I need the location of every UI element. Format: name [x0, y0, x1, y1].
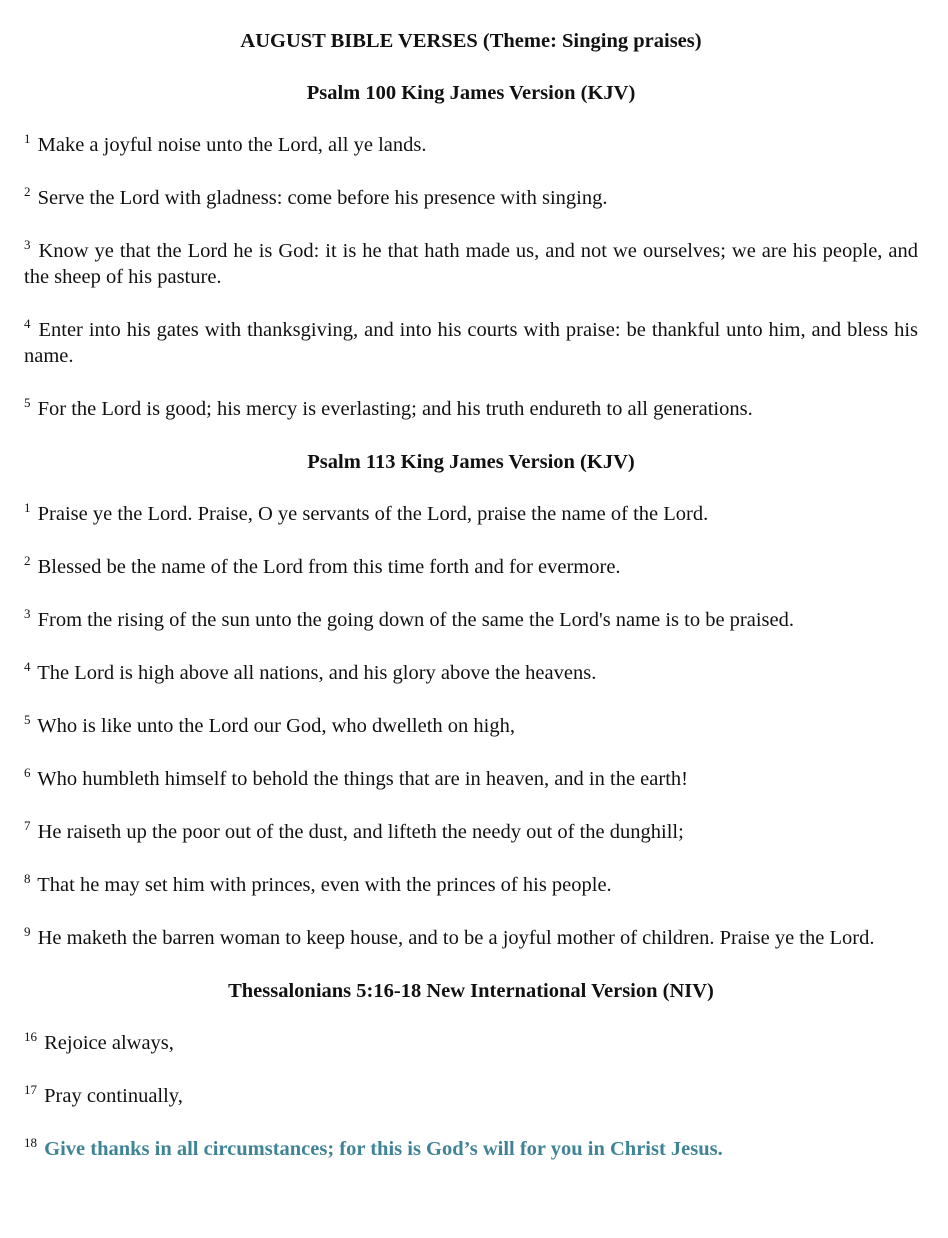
verse-number: 9: [24, 924, 31, 939]
verse-number: 1: [24, 131, 31, 146]
verse-text: Praise ye the Lord. Praise, O ye servants of the Lord, praise the name of the Lord.: [37, 503, 709, 525]
verse-number: 16: [24, 1029, 37, 1044]
verse: [24, 1136, 918, 1162]
verse-text: Blessed be the name of the Lord from this time forth and for evermore.: [37, 556, 621, 578]
verse: [24, 607, 918, 633]
verse: [24, 766, 918, 792]
verse-number: 4: [24, 659, 31, 674]
verse: [24, 713, 918, 739]
verse-text: Enter into his gates with thanksgiving, and into his courts with praise: be thankful unto him, and bless his name.: [24, 319, 918, 367]
verse-text: Who humbleth himself to behold the things that are in heaven, and in the earth!: [37, 768, 688, 790]
verse: [24, 660, 918, 686]
verse-number: 17: [24, 1082, 37, 1097]
verse-number: 7: [24, 818, 31, 833]
verse: [24, 185, 918, 211]
verse-number: 4: [24, 316, 31, 331]
verse-text: Make a joyful noise unto the Lord, all ye lands.: [37, 134, 427, 156]
verse-number: 6: [24, 765, 31, 780]
verse-number: 2: [24, 553, 31, 568]
section-heading: Psalm 100 King James Version (KJV): [306, 82, 636, 104]
verse: [24, 132, 918, 158]
verse-number: 18: [24, 1135, 37, 1150]
verse-text: That he may set him with princes, even with the princes of his people.: [37, 874, 612, 896]
verse: [24, 819, 918, 845]
verse-text: Who is like unto the Lord our God, who dwelleth on high,: [37, 715, 515, 737]
verse: [24, 872, 918, 898]
verse-text: Give thanks in all circumstances; for this is God’s will for you in Christ Jesus.: [44, 1138, 723, 1160]
verse-text: Serve the Lord with gladness: come before his presence with singing.: [37, 187, 608, 209]
verse-number: 3: [24, 237, 31, 252]
section-heading: Psalm 113 King James Version (KJV): [307, 451, 635, 473]
verse-number: 3: [24, 606, 31, 621]
verse-text: He raiseth up the poor out of the dust, and lifteth the needy out of the dunghill;: [37, 821, 684, 843]
verse-text: From the rising of the sun unto the going down of the same the Lord's name is to be praised.: [37, 609, 794, 631]
verse-text: Pray continually,: [44, 1085, 183, 1107]
verse-number: 5: [24, 395, 31, 410]
document-page: [24, 28, 918, 1189]
verse-number: 8: [24, 871, 31, 886]
verse: [24, 1083, 918, 1109]
verse: [24, 925, 918, 951]
verse-text: Know ye that the Lord he is God: it is he that hath made us, and not we ourselves; we are his people, and the sheep of his pasture.: [24, 240, 918, 288]
verse: [24, 238, 918, 290]
verse-text: He maketh the barren woman to keep house, and to be a joyful mother of children. Praise ye the Lord.: [37, 927, 875, 949]
document-title: AUGUST BIBLE VERSES (Theme: Singing praises): [240, 30, 702, 52]
verse: [24, 1030, 918, 1056]
verse: [24, 317, 918, 369]
section-heading: Thessalonians 5:16-18 New International Version (NIV): [228, 980, 714, 1002]
verse-text: For the Lord is good; his mercy is everlasting; and his truth endureth to all generations.: [37, 398, 753, 420]
verse-number: 2: [24, 184, 31, 199]
verse-text: The Lord is high above all nations, and his glory above the heavens.: [37, 662, 597, 684]
verse-number: 1: [24, 500, 31, 515]
verse-number: 5: [24, 712, 31, 727]
sections-container: [24, 80, 918, 1162]
verse: [24, 501, 918, 527]
verse: [24, 396, 918, 422]
verse: [24, 554, 918, 580]
verse-text: Rejoice always,: [44, 1032, 174, 1054]
